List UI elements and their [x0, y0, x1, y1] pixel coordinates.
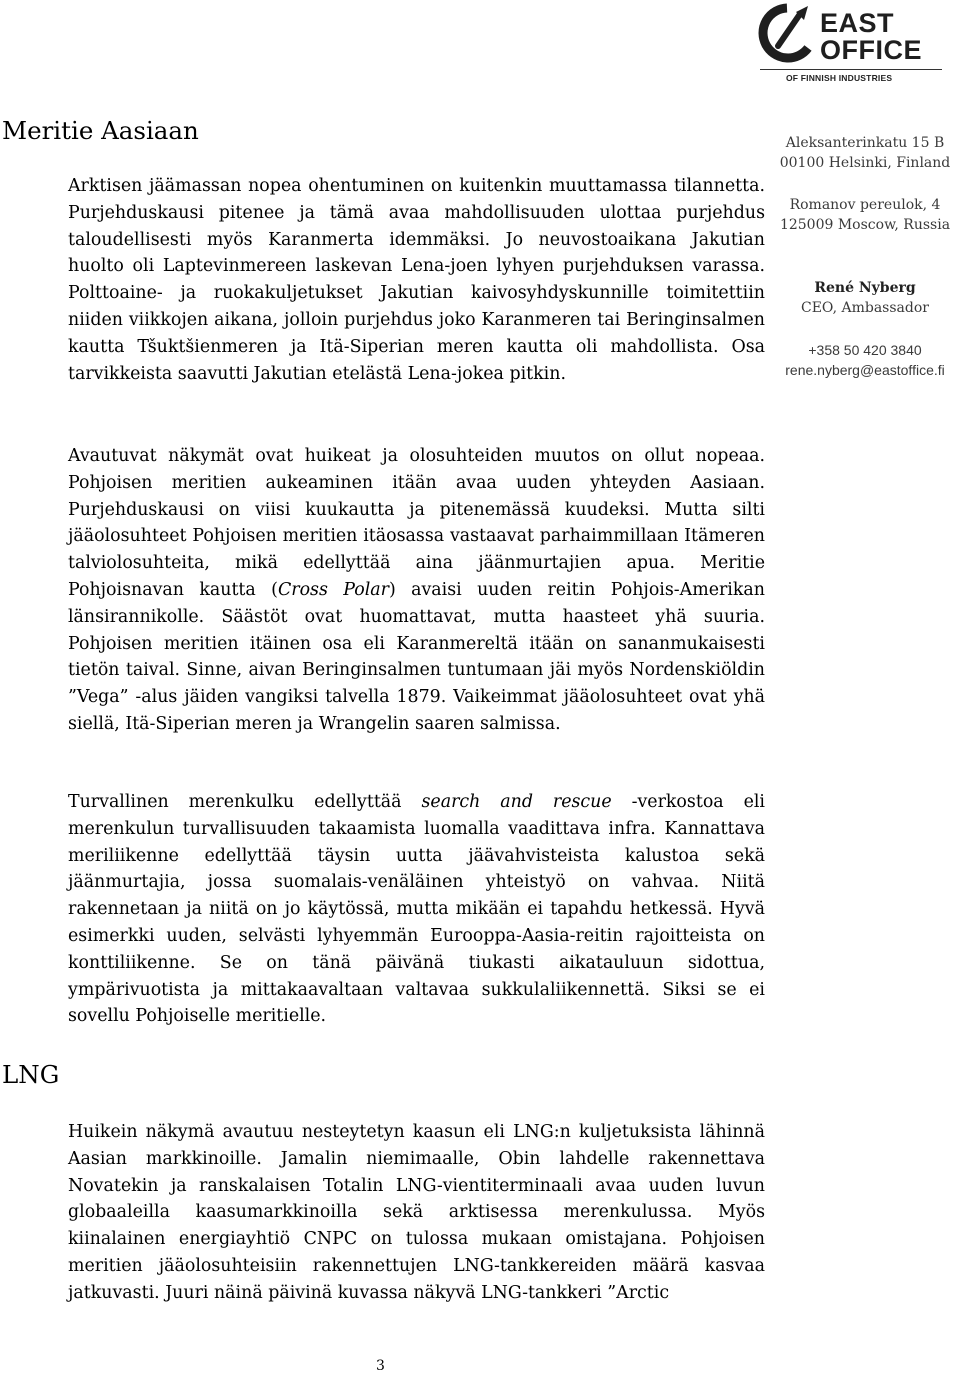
address-line: Romanov pereulok, 4	[789, 197, 941, 213]
logo-text-east: EAST	[820, 8, 895, 38]
contact-name: René Nyberg	[814, 280, 916, 296]
address-line: 125009 Moscow, Russia	[779, 217, 951, 233]
paragraph-text: -verkostoa eli merenkulun turvallisuuden takaamista luomalla vaadittava infra. Kannattava meriliikenne edellyttää täysin uutta jäävahvisteista kalustoa sekä jäänmurtajia, jossa suomalais-venäläinen yhteistyö on vahvaa. Niitä rakennetaan ja niitä on jo käytössä, mutta mikään ei tapahdu hetkessä. Hyvä esimerkki uuden, selvästi lyhyemmän Eurooppa-Aasia-reitin rajoitteista on konttiliikenne. Se on tänä päivänä tiukasti aikatauluun sidottua, ympärivuotista ja mittakaavaltaan valtavaa sukkulaliikennettä. Siksi se ei sovellu Pohjoiselle meritielle.	[68, 792, 765, 1027]
paragraph-text: ) avaisi uuden reitin Pohjois-Amerikan länsirannikolle. Säästöt ovat huomattavat, mutta haasteet yhä suuria. Pohjoisen meritien itäinen osa eli Karanmereltä itään on sananmukaisesti tietön taival. Sinne, aivan Beringinsalmen tuntumaan jäi myös Nordenskiöldin ”Vega” -alus jäiden vangiksi talvella 1879. Vaikeimmat jääolosuhteet ovat yhä siellä, Itä-Siperian meren ja Wrangelin saaren salmissa.	[68, 579, 765, 734]
paragraph-northern-sea-route	[68, 443, 765, 738]
paragraph-text: Avautuvat näkymät ovat huikeat ja olosuhteiden muutos on ollut nopeaa. Pohjoisen meritien aukeaminen itään avaa uuden yhteyden Aasiaan. Purjehduskausi on viisi kuukautta ja pitenemässä kuudeksi. Mutta silti jääolosuhteet Pohjoisen meritien itäosassa vastaavat parhaimmillaan Itämeren talviolosuhteita, mikä edellyttää aina jäänmurtajien apua. Meritie Pohjoisnavan kautta (	[68, 446, 765, 600]
contact-title: CEO, Ambassador	[801, 300, 929, 316]
paragraph-lng: Huikein näkymä avautuu nesteytetyn kaasun eli LNG:n kuljetuksista lähinnä Aasian markkinoille. Jamalin niemimaalle, Obin lahdelle rakennettava Novatekin ja ranskalaisen Totalin LNG-vientiterminaali avaa uuden luvun globaaleilla kaasumarkkinoilla sekä arktisessa merenkulussa. Myös kiinalainen energiayhtiö CNPC on tulossa mukaan omistajana. Pohjoisen meritien jääolosuhteisiin rakennettujen LNG-tankkereiden määrä kasvaa jatkuvasti. Juuri näinä päivinä kuvassa näkyvä LNG-tankkeri ”Arctic	[68, 1122, 765, 1303]
section-heading-meritie: Meritie Aasiaan	[2, 116, 199, 145]
phone-number: +358 50 420 3840	[808, 342, 922, 358]
contact-person	[772, 278, 958, 318]
paragraph-arctic-ice: Arktisen jäämassan nopea ohentuminen on kuitenkin muuttamassa tilannetta. Purjehduskausi pitenee ja tämä avaa mahdollisuuden ulottaa purjehdus taloudellisesti myös Karanmerta idemmäksi. Jo neuvostoaikana Jakutian huolto oli Laptevinmereen laskevan Lena-joen lyhyen purjehduksen varassa. Polttoaine- ja ruokakuljetukset Jakutian kaivosyhdyskunnille toimitettiin niiden viikkojen aikana, jolloin purjehdus joko Karanmeren tai Beringinsalmen kautta Tšuktšienmeren ja Itä-Siperian meren kautta oli mahdollista. Osa tarvikkeista saavutti Jakutian etelästä Lena-jokea pitkin.	[68, 176, 765, 384]
email-address[interactable]: rene.nyberg@eastoffice.fi	[785, 362, 945, 378]
paragraph-emphasis: search and rescue	[421, 792, 612, 812]
address-line: 00100 Helsinki, Finland	[779, 155, 951, 171]
paragraph-safe-navigation	[68, 789, 765, 1030]
logo-subtitle: OF FINNISH INDUSTRIES	[786, 73, 893, 83]
helsinki-address	[772, 133, 958, 173]
east-office-logo	[756, 2, 942, 84]
section-heading-lng: LNG	[2, 1060, 60, 1089]
page-number: 3	[376, 1358, 385, 1374]
paragraph-emphasis: Cross Polar	[277, 579, 389, 600]
logo-text-office: OFFICE	[820, 35, 922, 65]
logo-divider	[760, 69, 942, 70]
moscow-address	[772, 195, 958, 235]
logo-emblem-icon	[756, 2, 818, 68]
paragraph-text: Turvallinen merenkulku edellyttää	[68, 792, 422, 812]
contact-details	[772, 340, 958, 380]
address-line: Aleksanterinkatu 15 B	[785, 135, 945, 151]
